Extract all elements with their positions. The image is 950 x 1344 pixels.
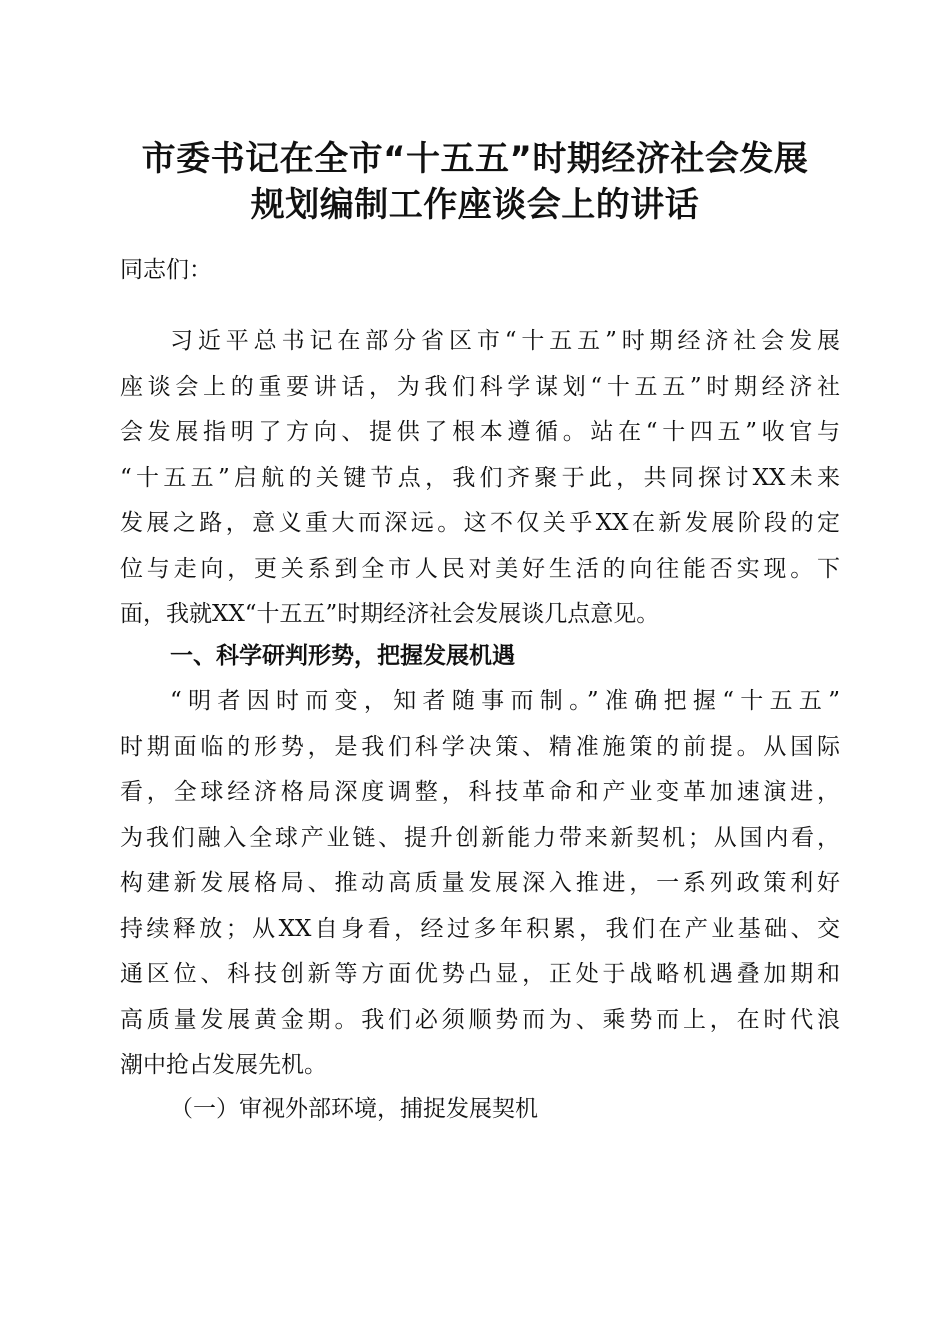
paragraph-1-line: 面，我就XX“十五五”时期经济社会发展谈几点意见。	[120, 601, 660, 627]
subsection-1-heading: （一）审视外部环境，捕捉发展契机	[170, 1096, 538, 1122]
document-title-line-1: 市委书记在全市“十五五”时期经济社会发展	[141, 139, 809, 179]
paragraph-2-line: 潮中抢占发展先机。	[120, 1052, 327, 1078]
paragraph-1-line: 位与走向，更关系到全市人民对美好生活的向往能否实现。下	[120, 556, 840, 582]
paragraph-2-line: “明者因时而变，知者随事而制。”准确把握“十五五”	[170, 688, 840, 714]
paragraph-2-line: 为我们融入全球产业链、提升创新能力带来新契机；从国内看，	[120, 825, 840, 851]
paragraph-1-line: 座谈会上的重要讲话，为我们科学谋划“十五五”时期经济社	[120, 374, 840, 400]
paragraph-1-line: 习近平总书记在部分省区市“十五五”时期经济社会发展	[170, 328, 840, 354]
paragraph-1-line: “十五五”启航的关键节点，我们齐聚于此，共同探讨XX未来	[120, 465, 840, 491]
document-title-line-2: 规划编制工作座谈会上的讲话	[250, 185, 700, 225]
paragraph-2-line: 通区位、科技创新等方面优势凸显，正处于战略机遇叠加期和	[120, 961, 840, 987]
paragraph-2-line: 构建新发展格局、推动高质量发展深入推进，一系列政策利好	[120, 870, 840, 896]
paragraph-2-line: 持续释放；从XX自身看，经过多年积累，我们在产业基础、交	[120, 916, 840, 942]
section-1-heading: 一、科学研判形势，把握发展机遇	[170, 643, 515, 669]
paragraph-1-line: 发展之路，意义重大而深远。这不仅关乎XX在新发展阶段的定	[120, 510, 840, 536]
salutation: 同志们：	[120, 257, 212, 283]
paragraph-2-line: 看，全球经济格局深度调整，科技革命和产业变革加速演进，	[120, 779, 840, 805]
paragraph-1-line: 会发展指明了方向、提供了根本遵循。站在“十四五”收官与	[120, 419, 840, 445]
paragraph-2-line: 高质量发展黄金期。我们必须顺势而为、乘势而上，在时代浪	[120, 1007, 840, 1033]
paragraph-2-line: 时期面临的形势，是我们科学决策、精准施策的前提。从国际	[120, 734, 840, 760]
